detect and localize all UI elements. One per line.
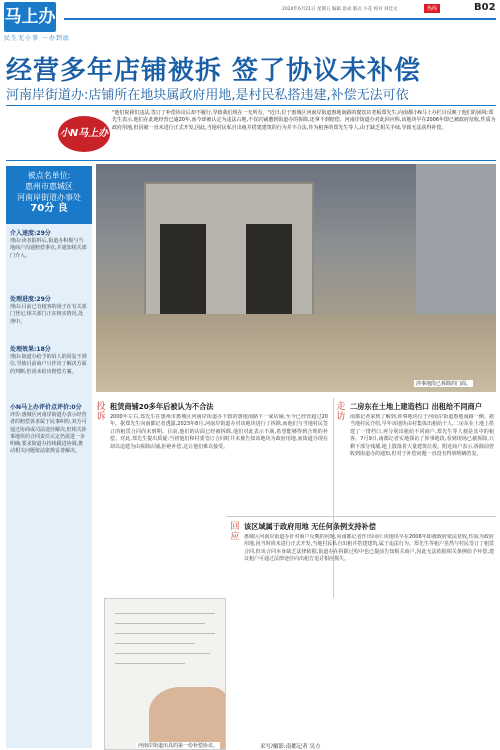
subheadline: 河南岸街道办:店铺所在地块属政府用地,是村民私搭违建,补偿无法可依: [6, 88, 409, 103]
sidebar-score: 70分 良: [30, 203, 68, 214]
building-image: [416, 164, 496, 334]
lead-box: [6, 105, 496, 161]
byline: 采写/摄影:南都记者 吴方: [260, 744, 321, 750]
masthead: [0, 0, 500, 48]
sidebar-section: [10, 230, 88, 260]
compensation-agreement-photo: [104, 598, 226, 750]
brand-logo: 小N马上办: [58, 116, 110, 152]
page-number: B02: [474, 2, 496, 13]
headline: 经营多年店铺被拆 签了协议未补偿: [6, 56, 422, 86]
visit-heading: 二房东在土地上建造档口 出租给不同商户: [350, 402, 482, 411]
column-slogan: 民生无小事 一办到底: [4, 35, 70, 42]
complaint-text: 2000年左右,郑先生在惠州市惠城区河南岸街道办下辖的惠地南路下一家店铺,至今已经营超过20年。据郑先生向南都记者透露,2023年8月,河南岸街道办对该地块进行了拆除,而他们与当地村民签订的租赁合同尚未到期。目前,他们的店面已经被拆除,他们对此表示不满,希望能够得到合理的补偿。对此,郑先生提出质疑:当初他们和村委签订合同时并未被告知该地块为政府用地,而街道办现在却以违建为由拆除店铺,拒绝补偿,这让他们难以接受。: [110, 414, 328, 450]
sidebar-header: [6, 166, 92, 224]
section-label-visit: 走访: [336, 402, 346, 422]
section-tag: 热线: [424, 4, 440, 13]
sidebar-title: 被点名单位:: [27, 171, 71, 180]
section-title: 处理进度:29分: [10, 296, 51, 303]
column-logo: 马上办: [4, 2, 56, 32]
sidebar-unit-1: 惠州市惠城区: [25, 182, 73, 191]
rating-sidebar: [6, 166, 92, 748]
response-text: 惠城区河南岸街道办针对商户反映的问题,向南都记者作出回应:该地块早在2006年即被政府依法征收,性质为政府用地,因当时尚未进行正式开发,当地村民私自出租并搭建建筑,属于违法行为。郑先生等租户虽然与村民签订了租赁合同,但该合同本身缺乏法律依据,街道办在拆除过程中也已提前告知相关商户,因此无法依据相关条例给予补偿,建议租户可通过法律途径向出租方追讨相应损失。: [244, 534, 494, 563]
section-divider: [226, 516, 496, 517]
section-text: 理由:街道办给予的诉人的回复不到位,导致目前商户只作出了解决方面的判断,但尚未给出赔偿方案。: [10, 354, 87, 375]
section-text: 理由:目前已有租客的场子在有关部门登记,相关部门正在核实情况,处理中。: [10, 304, 87, 325]
lead-paragraph: "他们说我们违法,签订了补偿协议后却不履行,导致我们现在一无所有。"近日,位于惠城区河南岸街道惠地南路的餐饮店老板郑先生,向南都小N马上办栏目反映了他们的困境:郑先生表示,他们在此地经营已逾20年,而今却被认定为违法占地,不仅店铺遭到街道办的拆除,还拿不到赔偿。河南岸街道办对此回应称,该地块早在2006年即已被政府征收,性质为政府用地,但因被一直未进行正式开发,因此,当地村民私自出租并搭建建筑的行为并不合法,作为租客的郑先生等人,由于缺乏相关手续,导致无法获得补偿。: [112, 110, 496, 131]
photo-caption: 涉事地段已拆除的门面。: [416, 381, 472, 387]
complaint-heading: 租赁商铺20多年后被认为不合法: [110, 402, 214, 411]
sidebar-unit-2: 河南岸街道办事处: [17, 193, 81, 202]
sidebar-section: [10, 404, 88, 455]
issue-date: 2024年6月21日 星期五 编辑 思成 版式 小花 校对 刘佳文: [282, 7, 398, 12]
hand-image: [149, 687, 226, 750]
section-title: 介入速度:29分: [10, 230, 51, 237]
section-title: 小N马上办评价点评价:0分: [10, 404, 82, 411]
sidebar-section: [10, 346, 88, 376]
visit-text: 南都记者来到了解到,涉事地块位于河南岸街道惠地南路一侧。据当地村民介绍,早年该地块由村集体出租给个人,二房东在土地上搭建了一排档口,再分别出租给不同商户,郑先生等人便是其中的租客。7月9日,南都记者实地探访了涉事地段,看到现场已被拆除,只剩下部分残墙,地上散落着大量建筑垃圾。附近商户表示,拆除前曾收到街道办的通知,但对于补偿问题一直没有得到明确答复。: [350, 414, 494, 458]
photo-caption: 河南岸街道出具的第一份补偿协议。: [138, 743, 219, 749]
section-text: 评价:惠城区河南岸街道办表示经营者的赔偿诉求属于民事纠纷,双方可通过协商或司法途径解决,但相关涉事地块的合同责任认定仍需进一步明确,要求街道办持续跟进协调,推动相关问题依法依规妥善解决。: [10, 412, 87, 455]
demolished-storefront-photo: [96, 164, 496, 392]
section-label-response: 回应: [230, 522, 240, 542]
header-rule: [64, 18, 496, 20]
response-heading: 该区域属于政府用地 无任何条例支持补偿: [244, 522, 376, 531]
section-label-complaint: 投诉: [96, 402, 106, 422]
section-title: 处理效果:18分: [10, 346, 51, 353]
sidebar-section: [10, 296, 88, 326]
main-content: [96, 164, 496, 750]
section-text: 理由:读者报料后,街道办积极与当地商户沟通赔偿事宜,并通知相关部门介入。: [10, 238, 87, 259]
